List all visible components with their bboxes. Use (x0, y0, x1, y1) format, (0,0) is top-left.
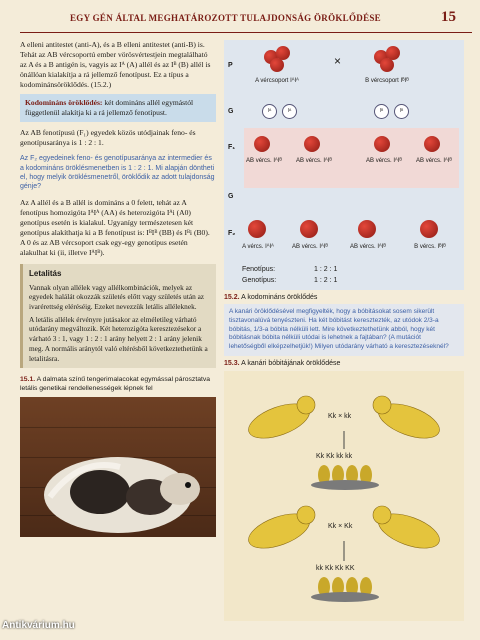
paragraph-intro: A elleni antitestet (anti-A), és a B elleni antitestet (anti-B) is. Tehát az AB vércsoportú ember vörösvértestjein megtalálható az A és a B antigén is, vagyis az Iᴬ (A) allél és az Iᴮ (B) allél is önállóan kialakítja a rá jellemző fenotípust. Ez a típus a kodominánsöröklődés. (15.2.) (20, 40, 211, 90)
figure-3-caption (224, 360, 464, 367)
canary-diagram (224, 371, 464, 621)
figure-3-caption-text: A kanári bóbitájának öröklődése (241, 359, 341, 367)
blood-cell (254, 136, 270, 152)
page-header (0, 0, 480, 34)
paragraph-alleles: Az A allél és a B allél is domináns a 0 felett, tehát az A fenotípus homozigóta IᴬIᴬ (AA) és heterozigóta Iᴬi (A0) genotípus esetén is kialakul. Ugyanígy természetesen két genotípus alakíthatja ki a B fenotípust is: IᴮIᴮ (BB) és Iᴮi (B0). A 0 és az AB vércsoport csak egy-egy genotípus esetén alakulhat ki (ii, illetve IᴬIᴮ). (20, 197, 210, 257)
gamete-circle: Iᴬ (262, 104, 277, 119)
cross-symbol: × (334, 54, 342, 68)
watermark: Antikvárium.hu (2, 620, 75, 631)
figure-1-caption (20, 376, 216, 394)
f1-label-1: AB vércs. IᴬIᴮ (246, 158, 282, 164)
page-number: 15 (441, 9, 456, 25)
figure-2-caption-text: A kodomináns öröklődés (241, 294, 318, 301)
blood-cell (358, 220, 376, 238)
row-label-f2: F₂ (228, 230, 236, 237)
figure-3-number: 15.3. (224, 359, 240, 367)
cross-label-1: Kk × kk (328, 412, 352, 420)
definition-term: Kodomináns öröklődés: (25, 98, 103, 108)
f2-label-1: A vércs. IᴬIᴬ (242, 244, 274, 250)
gamete-circle: Iᴮ (394, 104, 409, 119)
canary-illustration (224, 371, 464, 621)
left-column (20, 40, 216, 537)
sidebar-paragraph-1: Vannak olyan allélek vagy allélkombinációk, melyek az egyedek halálát okozzák születés előtt vagy születés után az ivarérettség eléréséig. Ezeket nevezzük letális alléleknek. (29, 282, 205, 312)
sidebar-title: Letalitás (29, 268, 62, 278)
figure-2-number: 15.2. (224, 294, 240, 301)
phenotype-label: Fenotípus: (242, 266, 276, 273)
blood-cell (380, 58, 394, 72)
row-label-p: P (228, 62, 233, 69)
parent-label-b: B vércsoport IᴮIᴮ (365, 78, 409, 84)
f1-label-4: AB vércs. IᴬIᴮ (416, 158, 452, 164)
gamete-circle: Iᴮ (374, 104, 389, 119)
question-text: Az F₂ egyedeinek feno- és genotípusaránya az intermedier és a kodomináns öröklésmenetben is 1 : 2 : 1. Mi alapján döntheti el, hogy melyik öröklésmenetről, öröklődik az adott tulajdonság génje? (20, 155, 215, 191)
f2-label-3: AB vércs. IᴬIᴮ (350, 244, 386, 250)
parent-label-a: A vércsoport IᴬIᴬ (255, 78, 299, 84)
genotype-ratio: 1 : 2 : 1 (314, 277, 338, 284)
guinea-pig-photo (20, 397, 216, 537)
blood-cell (424, 136, 440, 152)
row-label-g2: G (228, 193, 234, 200)
figure-1-caption-text: A dalmata színű tengerimalacokat egymással párosztatva letális genetikai rendellenességek lépnek fel (20, 376, 211, 393)
figure-2-diagram (224, 40, 464, 290)
offspring-label-2: kk Kk Kk KK (316, 564, 355, 572)
definition-box (20, 94, 216, 122)
blood-cell (374, 136, 390, 152)
header-rule (20, 32, 472, 33)
blood-cell (270, 58, 284, 72)
f1-label-2: AB vércs. IᴬIᴮ (296, 158, 332, 164)
f2-label-2: AB vércs. IᴬIᴮ (292, 244, 328, 250)
blood-cell (420, 220, 438, 238)
gamete-circle: Iᴬ (282, 104, 297, 119)
figure-1-number: 15.1. (20, 376, 36, 384)
letality-sidebar (20, 264, 216, 368)
canary-question-box: A kanári öröklődésével megfigyelték, hogy a bóbitásokat sosem sikerült tisztavonalúvá tenyészteni. Ha két bóbitást keresztezték, az utódok 2/3-a bóbitás, 1/3-a bóbita nélküli lett. Mire következtethetünk abból, hogy két bóbitásnak bóbita nélküli utódai is lehetnek a fajtában? (A mutációt lehetőségből elképzelhetjük!) Milyen utódarány várható a keresztezéseknél? (224, 304, 464, 356)
definition-text: két domináns allél egymástól függetlenül alakítja ki a rá jellemző fenotípust. (25, 98, 194, 118)
right-column (224, 40, 464, 621)
running-title: EGY GÉN ÁLTAL MEGHATÁROZOTT TULAJDONSÁG ÖRÖKLŐDÉSE (70, 13, 381, 23)
blood-cell (248, 220, 266, 238)
guinea-pig-illustration (20, 397, 216, 537)
offspring-label-1: Kk Kk kk kk (316, 452, 353, 460)
row-label-f1: F₁ (228, 144, 236, 151)
phenotype-ratio: 1 : 2 : 1 (314, 266, 338, 273)
blood-cell (304, 136, 320, 152)
figure-2-caption (224, 294, 464, 301)
cross-label-2: Kk × Kk (328, 522, 353, 530)
sidebar-paragraph-2: A letális allélek érvényre jutásakor az elméletileg várható utódarány megváltozik. Két heterozigóta keresztezésekor a várható 3 : 1, vagy 1 : 2 : 1 arány helyett 2 : 1 arány jelenik meg. A normális aránytól való eltérésből következtethetünk a letalitásra. (29, 314, 208, 363)
genotype-label: Genotípus: (242, 277, 277, 284)
blood-cell (300, 220, 318, 238)
paragraph-f1: Az AB fenotípusú (F₁) egyedek közös utódjainak feno- és genotípusaránya is 1 : 2 : 1. (20, 128, 196, 148)
f2-label-4: B vércs. IᴮIᴮ (414, 244, 446, 250)
f1-label-3: AB vércs. IᴬIᴮ (366, 158, 402, 164)
row-label-g1: G (228, 108, 234, 115)
